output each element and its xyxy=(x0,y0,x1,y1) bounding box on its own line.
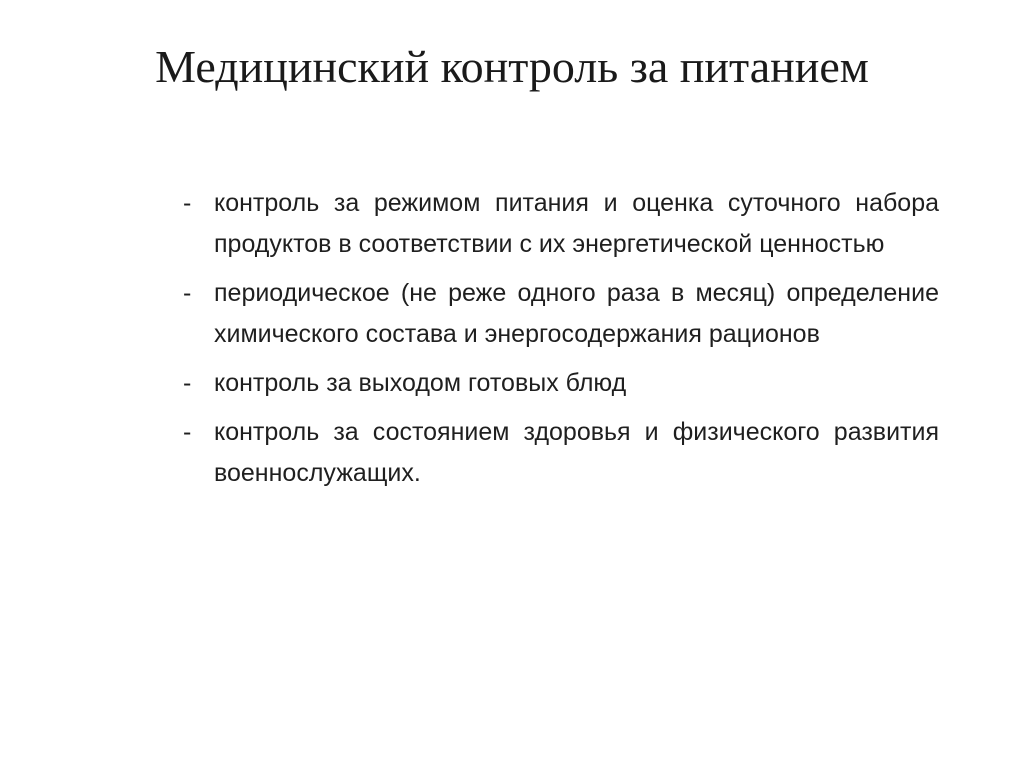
bullet-text: периодическое (не реже одного раза в месяц) определение химического состава и энергосодержания рационов xyxy=(214,279,939,348)
bullet-dash: - xyxy=(183,369,192,397)
bullet-dash: - xyxy=(183,189,192,217)
slide-title: Медицинский контроль за питанием xyxy=(155,41,869,92)
bullet-item-2 xyxy=(183,273,939,355)
bullet-item-3 xyxy=(183,363,939,404)
bullet-dash: - xyxy=(183,279,192,307)
bullet-dash: - xyxy=(183,418,192,446)
bullet-text: контроль за режимом питания и оценка суточного набора продуктов в соответствии с их энергетической ценностью xyxy=(214,189,939,258)
bullet-list xyxy=(183,183,939,502)
bullet-item-1 xyxy=(183,183,939,265)
bullet-text: контроль за состоянием здоровья и физического развития военнослужащих. xyxy=(214,418,939,487)
bullet-item-4 xyxy=(183,412,939,494)
bullet-text: контроль за выходом готовых блюд xyxy=(214,369,627,397)
